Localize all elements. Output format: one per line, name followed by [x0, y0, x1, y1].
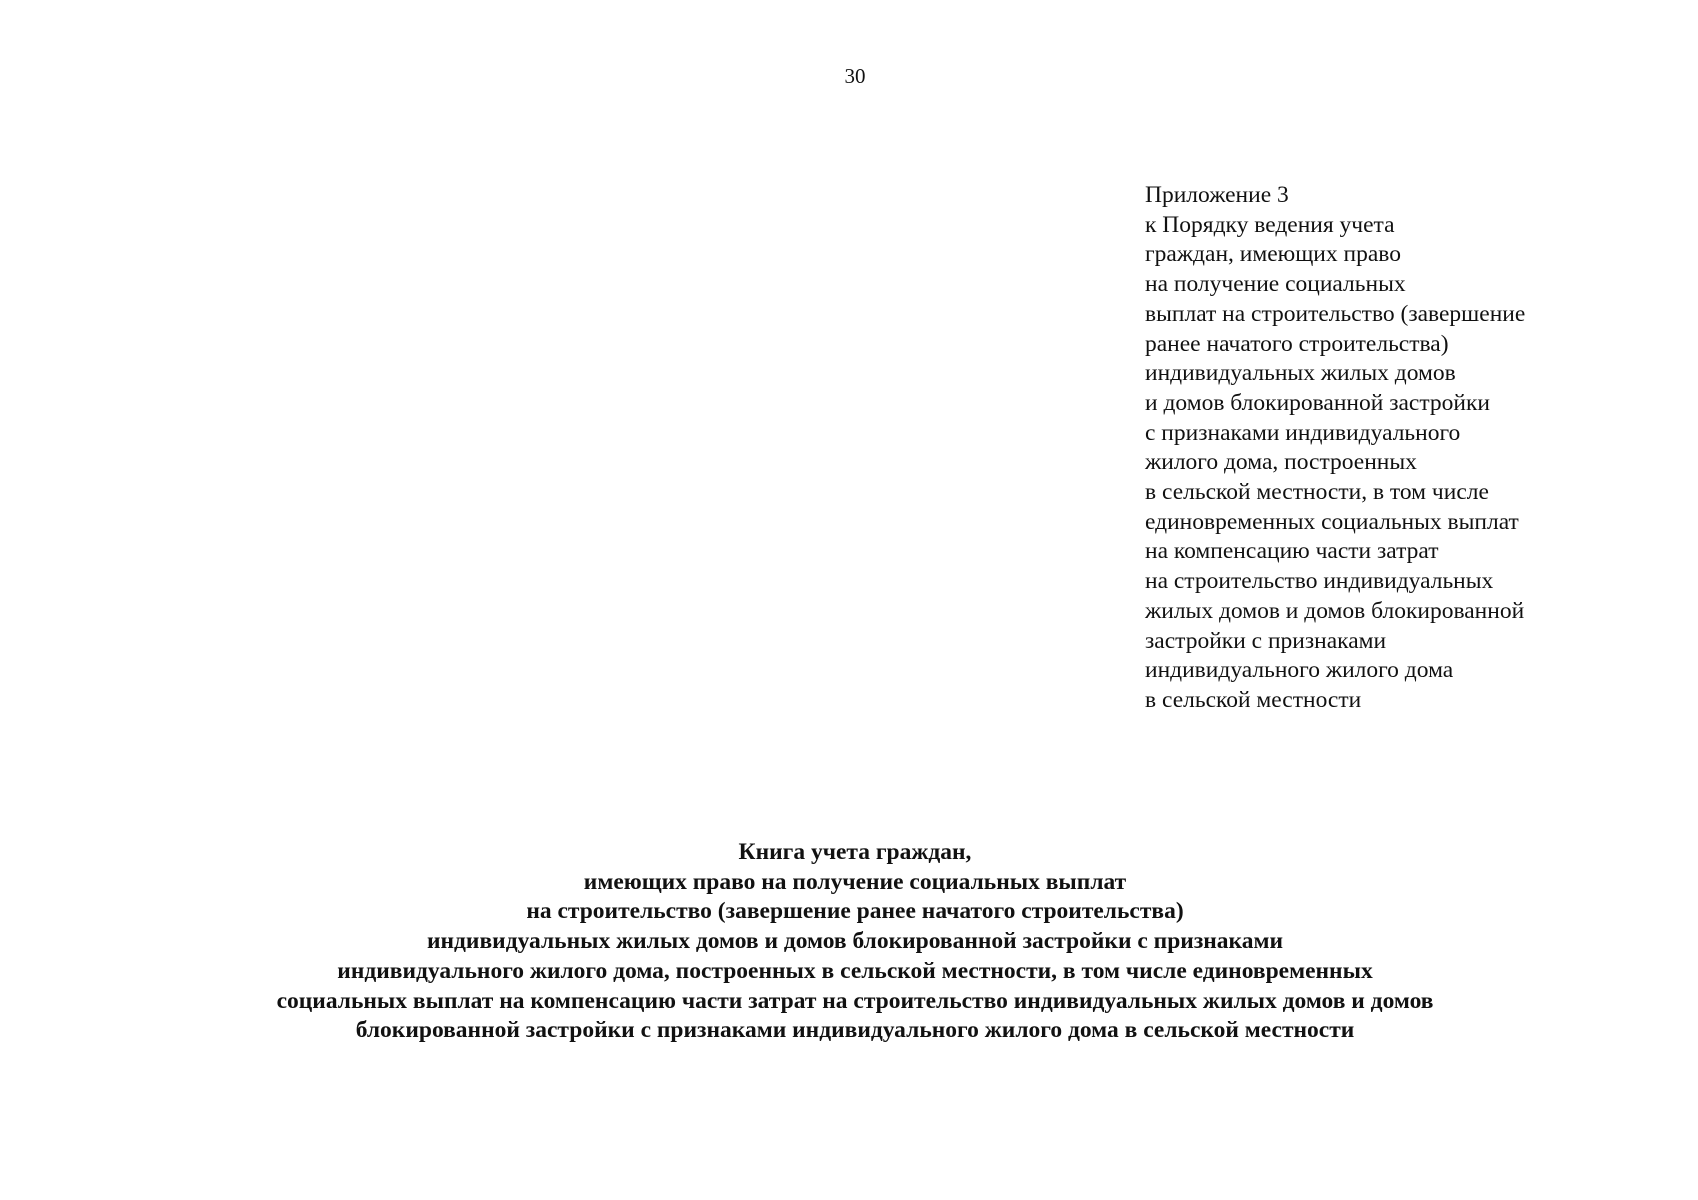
appendix-header: [1145, 181, 1665, 716]
appendix-line: жилого дома, построенных: [1145, 449, 1417, 476]
title-line: блокированной застройки с признаками индивидуального жилого дома в сельской местности: [355, 1017, 1355, 1044]
appendix-line: застройки с признаками: [1145, 627, 1387, 654]
appendix-line: на получение социальных: [1145, 271, 1406, 298]
appendix-line: и домов блокированной застройки: [1145, 389, 1490, 416]
title-line: индивидуальных жилых домов и домов блокированной застройки с признаками: [426, 928, 1284, 955]
appendix-line: в сельской местности: [1145, 686, 1362, 713]
title-line: на строительство (завершение ранее начатого строительства): [526, 898, 1184, 925]
appendix-line: граждан, имеющих право: [1145, 241, 1401, 268]
title-line: индивидуального жилого дома, построенных в сельской местности, в том числе единовременных: [337, 957, 1373, 984]
appendix-line: ранее начатого строительства): [1145, 330, 1449, 357]
page-number: 30: [844, 64, 866, 88]
appendix-line: выплат на строительство (завершение: [1145, 300, 1526, 327]
title-line: имеющих право на получение социальных выплат: [583, 868, 1127, 895]
title-line: Книга учета граждан,: [738, 839, 972, 865]
title-line: социальных выплат на компенсацию части затрат на строительство индивидуальных жилых домов и домов: [276, 987, 1434, 1014]
appendix-line: индивидуальных жилых домов: [1145, 360, 1456, 387]
appendix-line: единовременных социальных выплат: [1145, 508, 1519, 535]
appendix-line: на компенсацию части затрат: [1145, 538, 1439, 565]
appendix-line: жилых домов и домов блокированной: [1145, 597, 1525, 624]
appendix-line: на строительство индивидуальных: [1145, 568, 1494, 595]
appendix-line: индивидуального жилого дома: [1145, 657, 1454, 684]
appendix-line: с признаками индивидуального: [1145, 419, 1461, 446]
book-title: [150, 838, 1560, 1046]
appendix-line: в сельской местности, в том числе: [1145, 479, 1489, 506]
appendix-line: Приложение 3: [1145, 182, 1289, 208]
appendix-line: к Порядку ведения учета: [1145, 211, 1395, 238]
